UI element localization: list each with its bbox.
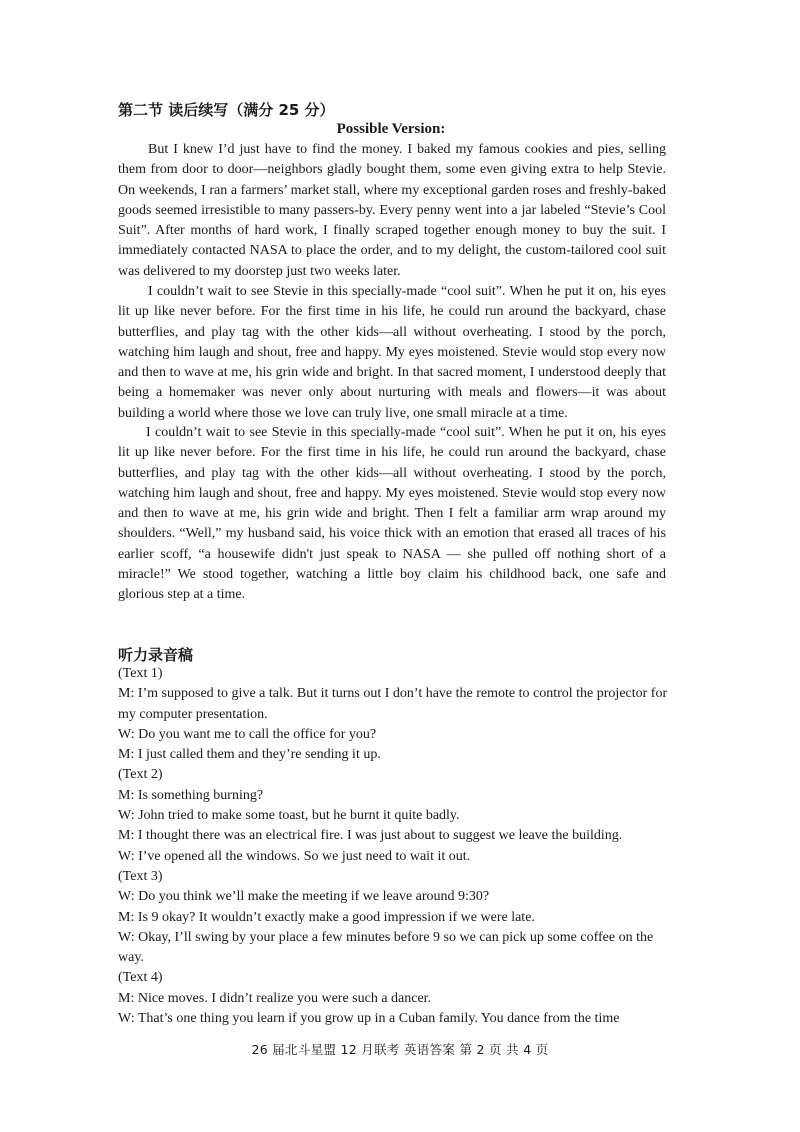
transcript-line: M: Is something burning?	[118, 787, 264, 803]
transcript-line: (Text 4)	[118, 970, 163, 986]
transcript-line: M: Nice moves. I didn’t realize you were such a dancer.	[118, 990, 432, 1006]
page-footer: 26 届北斗星盟 12 月联考 英语答案 第 2 页 共 4 页	[251, 1042, 549, 1057]
transcript-line: W: Do you want me to call the office for you?	[118, 726, 377, 742]
transcript-line: W: That’s one thing you learn if you grow up in a Cuban family. You dance from the time	[118, 1011, 620, 1027]
transcript-line: M: I’m supposed to give a talk. But it turns out I don’t have the remote to control the projector for my computer presentation.	[118, 686, 668, 722]
transcript-line: M: I just called them and they’re sending it up.	[118, 747, 381, 763]
possible-version-title: Possible Version:	[336, 121, 446, 137]
transcript-line: (Text 2)	[118, 767, 163, 783]
transcript-line: M: I thought there was an electrical fire. I was just about to suggest we leave the building.	[118, 828, 623, 844]
transcript-line: W: Okay, I’ll swing by your place a few minutes before 9 so we can pick up some coffee on the way.	[118, 929, 654, 966]
transcript-line: (Text 3)	[118, 868, 163, 884]
transcript-line: M: Is 9 okay? It wouldn’t exactly make a good impression if we were late.	[118, 909, 535, 925]
transcript-line: W: John tried to make some toast, but he burnt it quite badly.	[118, 808, 460, 824]
transcript-list	[118, 664, 668, 1029]
transcript-line: W: I’ve opened all the windows. So we just need to wait it out.	[118, 848, 471, 864]
transcript-line: W: Do you think we’ll make the meeting if we leave around 9:30?	[118, 889, 490, 905]
transcript-line: (Text 1)	[118, 666, 163, 681]
essay-paragraph-2: I couldn’t wait to see Stevie in this specially-made “cool suit”. When he put it on, his eyes lit up like never before. For the first time in his life, he could run around the backyard, chase butterflies, and play tag with the other kids—all without overheating. I stood by the porch, watching him laugh and shout, free and happy. My eyes moistened. Stevie would stop every now and then to wave at me, his grin wide and bright. In that sacred moment, I understood deeply that being a homemaker was never only about nurturing with meals and flowers—it was about building a world where those we love can truly live, one small miracle at a time.	[118, 284, 666, 421]
essay-paragraph-3: I couldn’t wait to see Stevie in this specially-made “cool suit”. When he put it on, his eyes lit up like never before. For the first time in his life, he could run around the backyard, chase butterflies, and play tag with the other kids—all without overheating. I stood by the porch, watching him laugh and shout, free and happy. My eyes moistened. Stevie would stop every now and then to wave at me, his grin wide and bright. Then I felt a familiar arm wrap around my shoulders. “Well,” my husband said, his voice thick with an emotion that erased all traces of his earlier scoff, “a housewife didn't just speak to NASA — she pulled off nothing short of a miracle!” We stood together, watching a little boy claim his childhood back, one safe and glorious step at a time.	[118, 425, 666, 603]
section-heading: 第二节 读后续写（满分 25 分）	[118, 101, 335, 119]
listening-transcript-heading: 听力录音稿	[118, 646, 194, 664]
essay-paragraph-1: But I knew I’d just have to find the money. I baked my famous cookies and pies, selling them from door to door—neighbors gladly bought them, some even giving extra to help Stevie. On weekends, I ran a farmers’ market stall, where my exceptional garden roses and freshly-baked goods seemed irresistible to many passers-by. Every penny went into a jar labeled “Stevie’s Cool Suit”. After months of hard work, I finally scraped together enough money to buy the suit. I immediately contacted NASA to place the order, and to my delight, the custom-tailored cool suit was delivered to my doorstep just two weeks later.	[118, 142, 666, 279]
